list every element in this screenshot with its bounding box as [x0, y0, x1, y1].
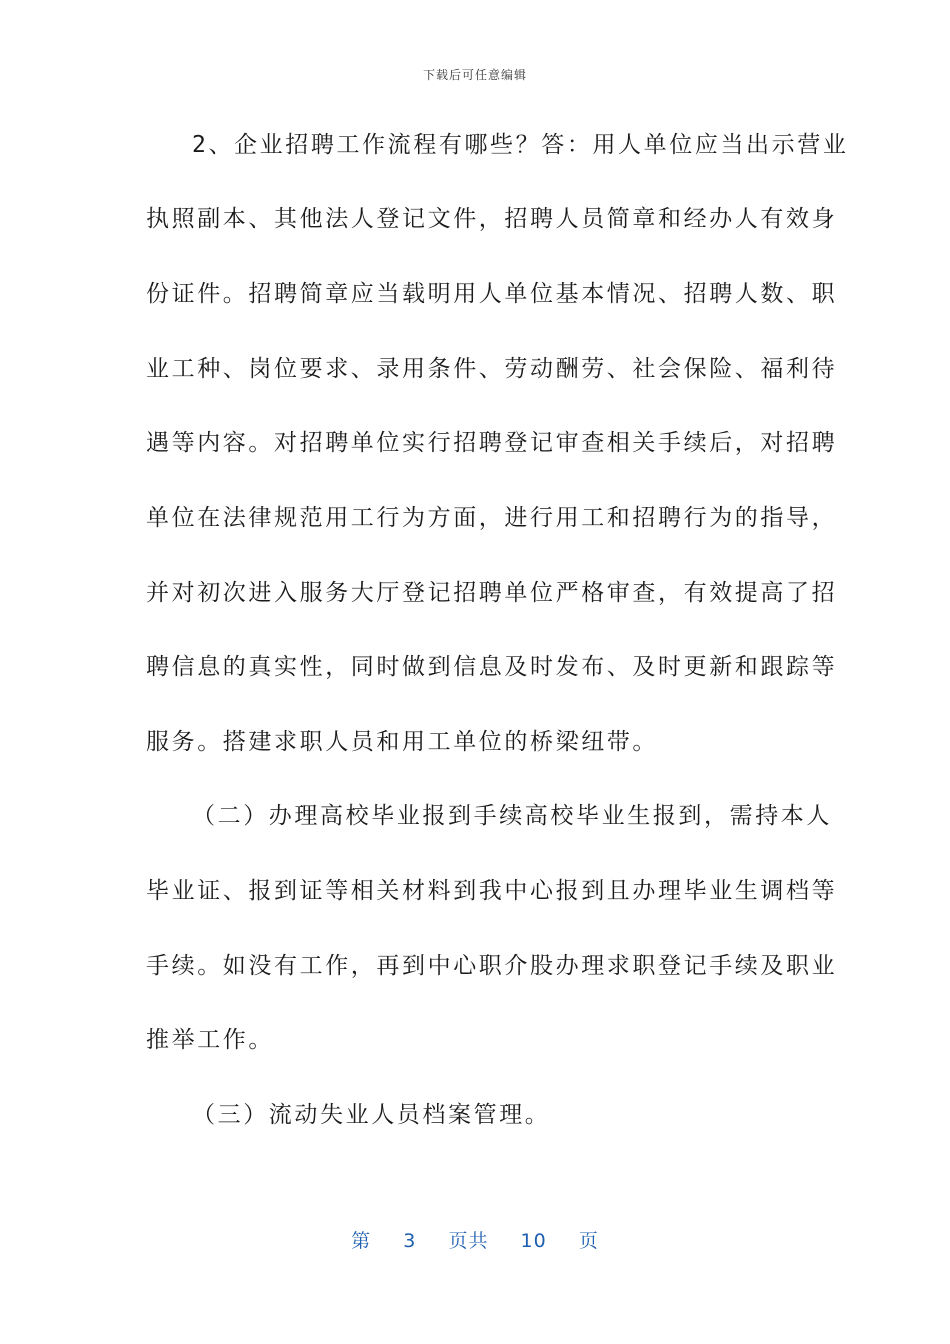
text-line-10: （二）办理高校毕业报到手续高校毕业生报到，需持本人 [192, 803, 832, 829]
text-line-5: 遇等内容。对招聘单位实行招聘登记审查相关手续后，对招聘 [146, 430, 838, 456]
footer-prefix: 第 [351, 1230, 372, 1252]
text-line-1: 2、企业招聘工作流程有哪些？答：用人单位应当出示营业 [192, 132, 849, 158]
text-line-11: 毕业证、报到证等相关材料到我中心报到且办理毕业生调档等 [146, 878, 838, 904]
text-line-14: （三）流动失业人员档案管理。 [192, 1102, 551, 1128]
current-page-number: 3 [403, 1230, 417, 1252]
header-note: 下载后可任意编辑 [422, 68, 527, 82]
text-line-6: 单位在法律规范用工行为方面，进行用工和招聘行为的指导， [146, 505, 838, 531]
footer-middle: 页共 [448, 1230, 489, 1252]
text-line-2: 执照副本、其他法人登记文件，招聘人员简章和经办人有效身 [146, 206, 838, 232]
text-line-3: 份证件。招聘简章应当载明用人单位基本情况、招聘人数、职 [146, 281, 838, 307]
text-line-7: 并对初次进入服务大厅登记招聘单位严格审查，有效提高了招 [146, 580, 838, 606]
text-line-9: 服务。搭建求职人员和用工单位的桥梁纽带。 [146, 729, 658, 755]
text-line-13: 推举工作。 [146, 1027, 274, 1053]
text-line-8: 聘信息的真实性，同时做到信息及时发布、及时更新和跟踪等 [146, 654, 838, 680]
total-pages-number: 10 [520, 1230, 547, 1252]
text-line-4: 业工种、岗位要求、录用条件、劳动酬劳、社会保险、福利待 [146, 356, 838, 382]
footer-suffix: 页 [578, 1230, 599, 1252]
text-line-12: 手续。如没有工作，再到中心职介股办理求职登记手续及职业 [146, 953, 838, 979]
page-number-footer [0, 1226, 950, 1253]
